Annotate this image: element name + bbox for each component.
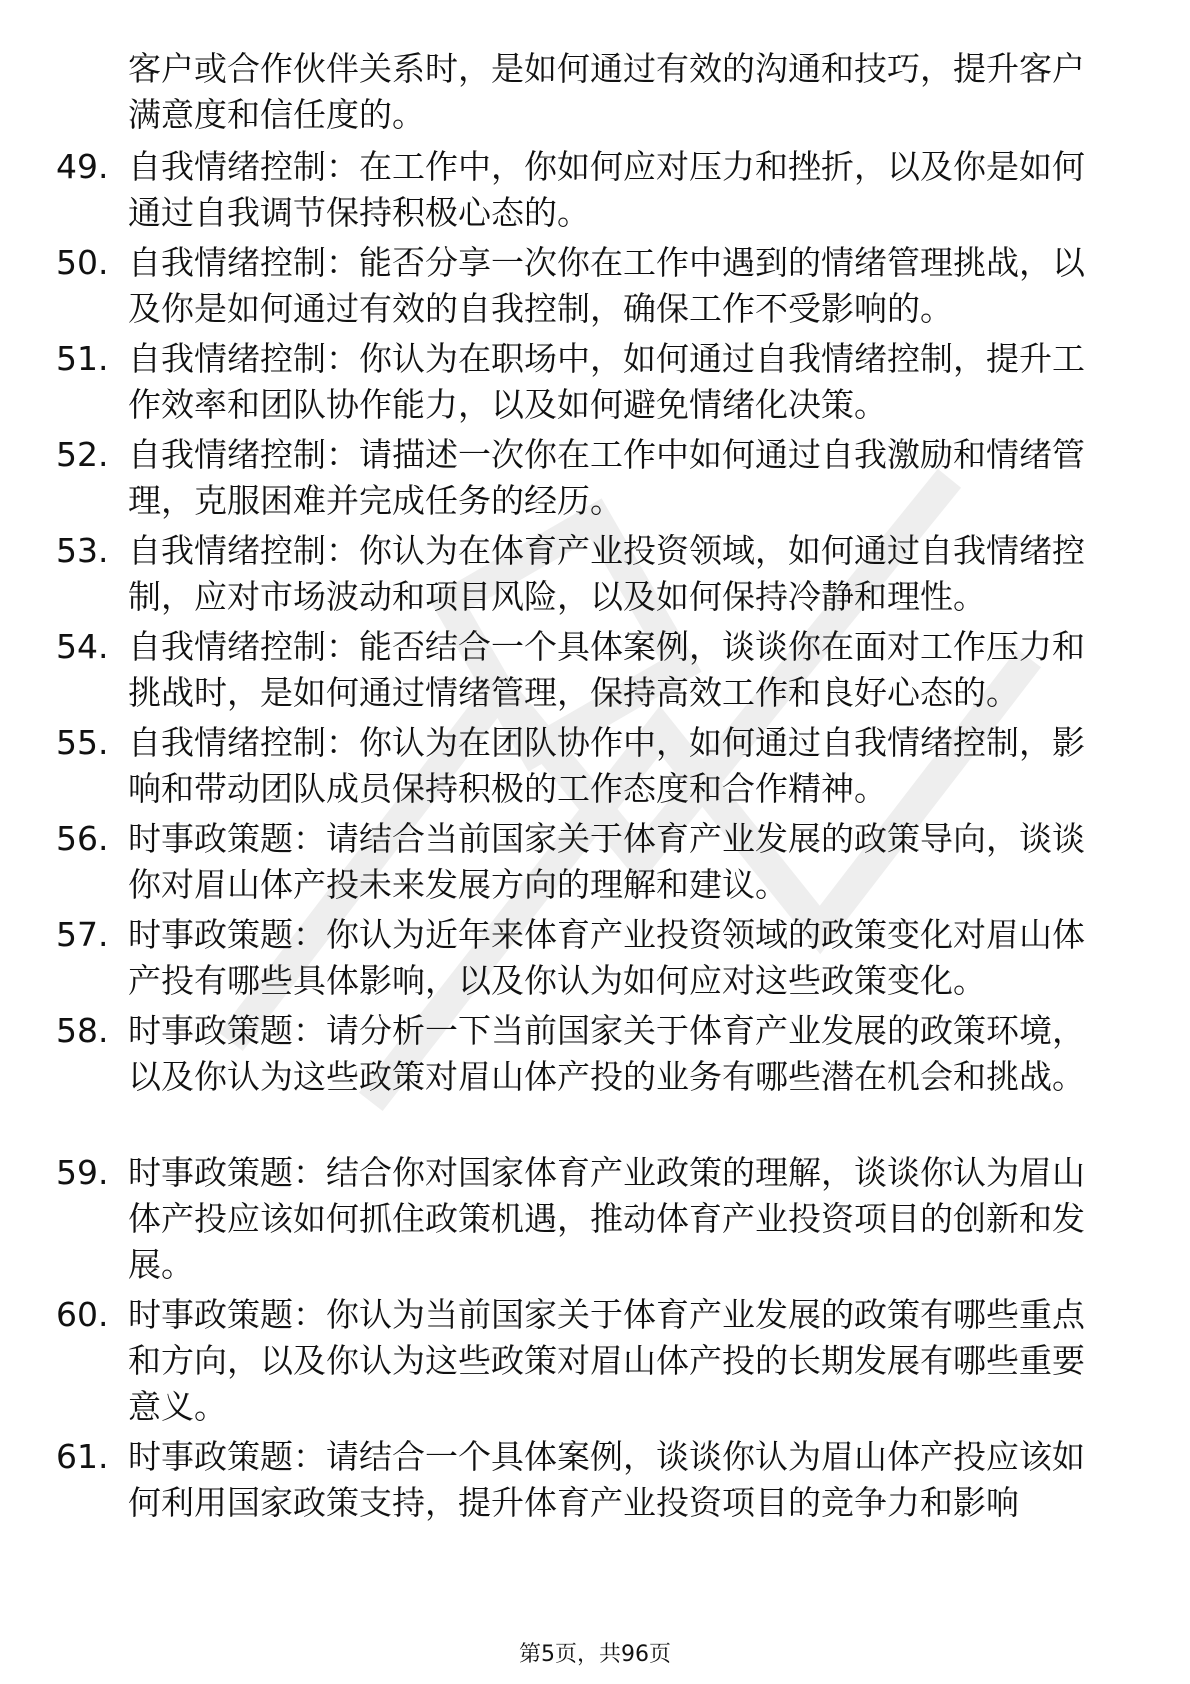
question-text: 时事政策题：你认为近年来体育产业投资领域的政策变化对眉山体产投有哪些具体影响，以及你认为如何应对这些政策变化。 bbox=[128, 915, 1085, 1000]
question-number: 50. bbox=[56, 243, 109, 282]
question-number: 58. bbox=[56, 1011, 109, 1050]
question-text: 时事政策题：请结合当前国家关于体育产业发展的政策导向，谈谈你对眉山体产投未来发展方向的理解和建议。 bbox=[128, 819, 1085, 904]
question-number: 57. bbox=[56, 915, 109, 954]
question-text: 时事政策题：结合你对国家体育产业政策的理解，谈谈你认为眉山体产投应该如何抓住政策机遇，推动体育产业投资项目的创新和发展。 bbox=[128, 1153, 1085, 1284]
question-number: 61. bbox=[56, 1437, 109, 1476]
page-footer: 第5页，共96页 bbox=[519, 1642, 671, 1667]
question-number: 54. bbox=[56, 627, 109, 666]
question-text: 时事政策题：请分析一下当前国家关于体育产业发展的政策环境，以及你认为这些政策对眉山体产投的业务有哪些潜在机会和挑战。 bbox=[128, 1011, 1085, 1096]
question-text: 自我情绪控制：能否分享一次你在工作中遇到的情绪管理挑战，以及你是如何通过有效的自我控制，确保工作不受影响的。 bbox=[128, 243, 1085, 328]
question-text: 时事政策题：你认为当前国家关于体育产业发展的政策有哪些重点和方向，以及你认为这些政策对眉山体产投的长期发展有哪些重要意义。 bbox=[128, 1295, 1085, 1426]
question-text: 时事政策题：请结合一个具体案例，谈谈你认为眉山体产投应该如何利用国家政策支持，提升体育产业投资项目的竞争力和影响 bbox=[128, 1437, 1085, 1522]
question-text: 自我情绪控制：你认为在体育产业投资领域，如何通过自我情绪控制，应对市场波动和项目风险，以及如何保持冷静和理性。 bbox=[128, 531, 1085, 616]
question-number: 49. bbox=[56, 147, 109, 186]
question-number: 60. bbox=[56, 1295, 109, 1334]
question-number: 52. bbox=[56, 435, 109, 474]
question-number: 55. bbox=[56, 723, 109, 762]
question-text: 自我情绪控制：在工作中，你如何应对压力和挫折，以及你是如何通过自我调节保持积极心态的。 bbox=[128, 147, 1085, 232]
question-number: 59. bbox=[56, 1153, 109, 1192]
continued-paragraph: 客户或合作伙伴关系时，是如何通过有效的沟通和技巧，提升客户满意度和信任度的。 bbox=[128, 49, 1085, 134]
question-number: 51. bbox=[56, 339, 109, 378]
question-number: 53. bbox=[56, 531, 109, 570]
question-text: 自我情绪控制：请描述一次你在工作中如何通过自我激励和情绪管理，克服困难并完成任务的经历。 bbox=[128, 435, 1085, 520]
question-text: 自我情绪控制：你认为在职场中，如何通过自我情绪控制，提升工作效率和团队协作能力，以及如何避免情绪化决策。 bbox=[128, 339, 1085, 424]
question-text: 自我情绪控制：能否结合一个具体案例，谈谈你在面对工作压力和挑战时，是如何通过情绪管理，保持高效工作和良好心态的。 bbox=[128, 627, 1085, 712]
question-number: 56. bbox=[56, 819, 109, 858]
question-text: 自我情绪控制：你认为在团队协作中，如何通过自我情绪控制，影响和带动团队成员保持积极的工作态度和合作精神。 bbox=[128, 723, 1085, 808]
